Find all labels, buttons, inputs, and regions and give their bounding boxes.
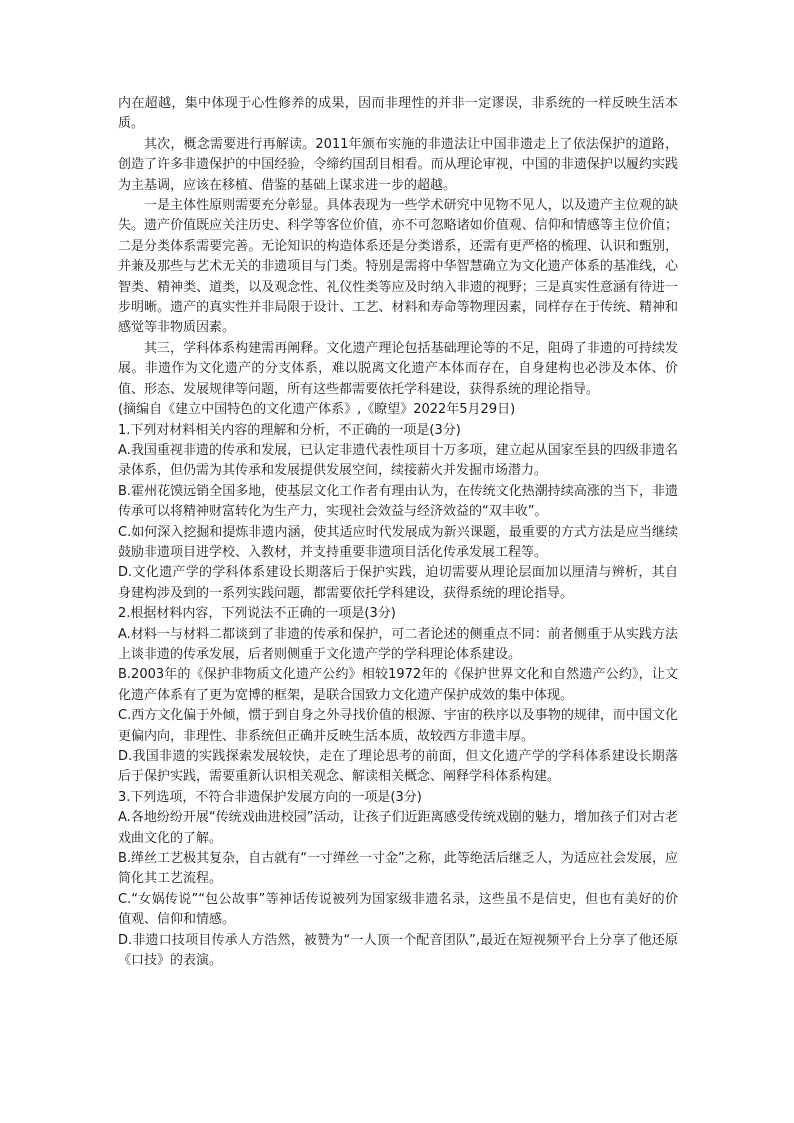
document-page bbox=[118, 94, 678, 971]
article-paragraph-4: 其三，学科体系构建需再阐释。文化遗产理论包括基础理论等的不足，阻碍了非遗的可持续发展。非遗作为文化遗产的分支体系，难以脱离文化遗产本体而存在，自身建构也必涉及本体、价值、形态、发展规律等问题，所有这些都需要依托学科建设，获得系统的理论指导。 bbox=[118, 340, 678, 397]
question-3-option-d: D.非遗口技项目传承人方浩然，被赞为“一人顶一个配音团队”,最近在短视频平台上分享了他还原《口技》的表演。 bbox=[118, 932, 678, 969]
question-2-option-d: D.我国非遗的实践探索发展较快，走在了理论思考的前面，但文化遗产学的学科体系建设长期落后于保护实践，需要重新认识相关观念、解读相关概念、阐释学科体系构建。 bbox=[118, 749, 678, 785]
question-2-option-b: B.2003年的《保护非物质文化遗产公约》相较1972年的《保护世界文化和自然遗产公约》，让文化遗产体系有了更为宽博的框架，是联合国致力文化遗产保护成效的集中体现。 bbox=[118, 667, 678, 703]
question-2 bbox=[118, 604, 678, 788]
question-2-option-a: A.材料一与材料二都谈到了非遗的传承和保护，可二者论述的侧重点不同：前者侧重于从实践方法上谈非遗的传承发展，后者则侧重于文化遗产学的学科理论体系建设。 bbox=[118, 626, 678, 662]
question-3-option-b: B.缂丝工艺极其复杂，自古就有“一寸缂丝一寸金”之称，此等绝活后继乏人，为适应社会发展，应简化其工艺流程。 bbox=[118, 851, 678, 887]
question-3 bbox=[118, 788, 678, 972]
question-1-option-b: B.霍州花馍远销全国多地，使基层文化工作者有理由认为，在传统文化热潮持续高涨的当下，非遗传承可以将精神财富转化为生产力，实现社会效益与经济效益的“双丰收”。 bbox=[118, 483, 678, 520]
question-1-stem: 1.下列对材料相关内容的理解和分析，不正确的一项是(3分) bbox=[118, 422, 461, 438]
article-paragraph-2: 其次，概念需要进行再解读。2011年颁布实施的非遗法让中国非遗走上了依法保护的道路，创造了许多非遗保护的中国经验，令缔约国刮目相看。而从理论审视，中国的非遗保护以履约实践为主基调，应该在移植、借鉴的基础上谋求进一步的超越。 bbox=[118, 136, 678, 193]
question-1-option-c: C.如何深入挖掘和提炼非遗内涵，使其适应时代发展成为新兴课题，最重要的方式方法是应当继续鼓励非遗项目进学校、入教材，并支持重要非遗项目活化传承发展工程等。 bbox=[118, 524, 678, 560]
article-source-citation: (摘编自《建立中国特色的文化遗产体系》,《瞭望》2022年5月29日) bbox=[118, 402, 516, 418]
question-1-option-d: D.文化遗产学的学科体系建设长期落后于保护实践，迫切需要从理论层面加以厘清与辨析，其自身建构涉及到的一系列实践问题，都需要依托学科建设，获得系统的理论指导。 bbox=[118, 565, 678, 601]
question-1 bbox=[118, 421, 678, 605]
question-2-stem: 2.根据材料内容，下列说法不正确的一项是(3分) bbox=[118, 606, 396, 622]
question-3-option-c: C.“女娲传说”“包公故事”等神话传说被列为国家级非遗名录，这些虽不是信史，但也有美好的价值观、信仰和情感。 bbox=[118, 891, 678, 928]
question-3-stem: 3.下列选项，不符合非遗保护发展方向的一项是(3分) bbox=[118, 789, 422, 805]
article-paragraph-1: 内在超越，集中体现于心性修养的成果，因而非理性的并非一定谬误，非系统的一样反映生活本质。 bbox=[118, 96, 678, 132]
article-paragraph-3: 一是主体性原则需要充分彰显。具体表现为一些学术研究中见物不见人，以及遗产主位观的缺失。遗产价值既应关注历史、科学等客位价值，亦不可忽略诸如价值观、信仰和情感等主位价值；二是分类体系需要完善。无论知识的构造体系还是分类谱系，还需有更严格的梳理、认识和甄别，并兼及那些与艺术无关的非遗项目与门类。特别是需将中华智慧确立为文化遗产体系的基准线，心智类、精神类、道类，以及观念性、礼仪性类等应及时纳入非遗的视野；三是真实性意涵有待进一步明晰。遗产的真实性并非局限于设计、工艺、材料和寿命等物理因素，同样存在于传统、精神和感觉等非物质因素。 bbox=[118, 198, 678, 336]
question-3-option-a: A.各地纷纷开展“传统戏曲进校园”活动，让孩子们近距离感受传统戏剧的魅力，增加孩子们对古老戏曲文化的了解。 bbox=[118, 810, 678, 846]
question-1-option-a: A.我国重视非遗的传承和发展，已认定非遗代表性项目十万多项，建立起从国家至县的四级非遗名录体系，但仍需为其传承和发展提供发展空间，续接薪火并发掘市场潜力。 bbox=[118, 442, 678, 479]
question-2-option-c: C.西方文化偏于外倾，惯于到自身之外寻找价值的根源、宇宙的秩序以及事物的规律，而中国文化更偏内向，非理性、非系统但正确并反映生活本质，故较西方非遗丰厚。 bbox=[118, 708, 678, 744]
